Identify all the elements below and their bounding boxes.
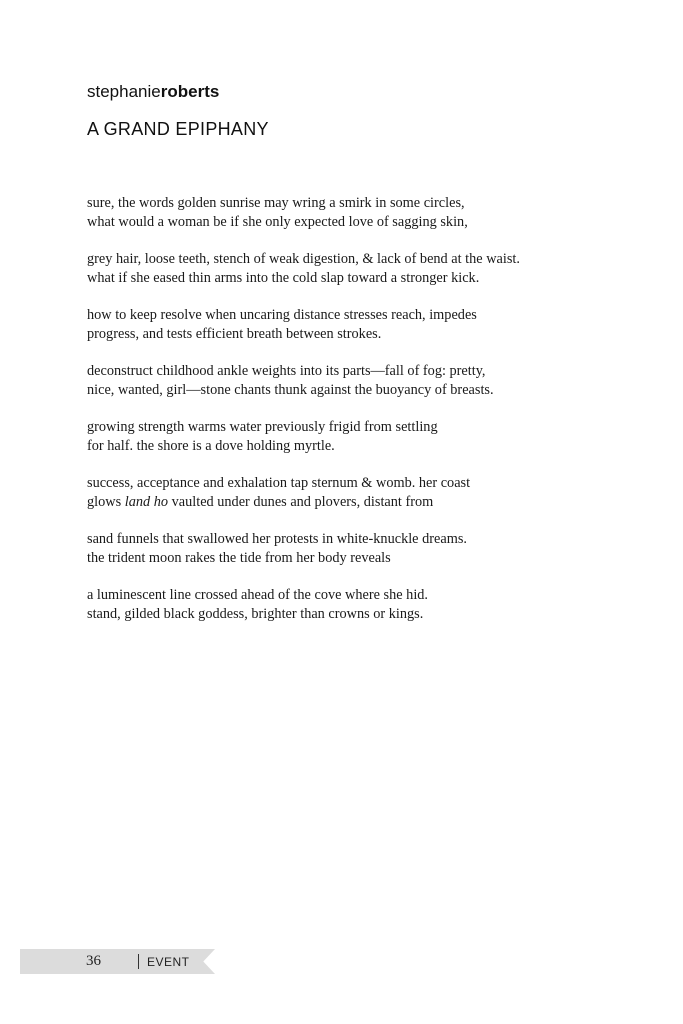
stanza (87, 362, 647, 400)
italic-phrase: land ho (124, 494, 169, 510)
line-segment: vaulted under dunes and plovers, distant from (168, 494, 434, 510)
stanza (87, 306, 647, 344)
stanza (87, 530, 647, 568)
poem-line: what if she eased thin arms into the cold slap toward a stronger kick. (87, 270, 480, 286)
stanza (87, 194, 647, 232)
poem-line: deconstruct childhood ankle weights into its parts—fall of fog: pretty, (87, 363, 486, 379)
poem-title: A GRAND EPIPHANY (87, 119, 269, 139)
poem-line: success, acceptance and exhalation tap sternum & womb. her coast (87, 475, 471, 491)
stanza (87, 586, 647, 624)
footer-divider (138, 954, 139, 969)
poem-line: for half. the shore is a dove holding myrtle. (87, 438, 335, 454)
poem-line: what would a woman be if she only expected love of sagging skin, (87, 214, 468, 230)
poem-line: grey hair, loose teeth, stench of weak digestion, & lack of bend at the waist. (87, 251, 520, 267)
line-segment: glows (87, 494, 125, 510)
poem-line: sure, the words golden sunrise may wring a smirk in some circles, (87, 195, 465, 211)
poem-line (87, 493, 647, 512)
poem-line: a luminescent line crossed ahead of the cove where she hid. (87, 587, 429, 603)
journal-name: EVENT (147, 955, 190, 969)
poem-line: the trident moon rakes the tide from her body reveals (87, 550, 391, 566)
author-first-name: stephanie (87, 82, 161, 101)
poem-body (87, 194, 647, 642)
poem-line: sand funnels that swallowed her protests in white-knuckle dreams. (87, 531, 467, 547)
poem-line: stand, gilded black goddess, brighter than crowns or kings. (87, 606, 424, 622)
stanza (87, 418, 647, 456)
poem-line: how to keep resolve when uncaring distance stresses reach, impedes (87, 307, 477, 323)
author-name (87, 82, 219, 102)
poem-line: nice, wanted, girl—stone chants thunk against the buoyancy of breasts. (87, 382, 494, 398)
poem-line: progress, and tests efficient breath between strokes. (87, 326, 382, 342)
page-number: 36 (86, 953, 101, 969)
stanza (87, 250, 647, 288)
author-last-name: roberts (160, 82, 220, 101)
stanza (87, 474, 647, 512)
poem-line: growing strength warms water previously frigid from settling (87, 419, 438, 435)
